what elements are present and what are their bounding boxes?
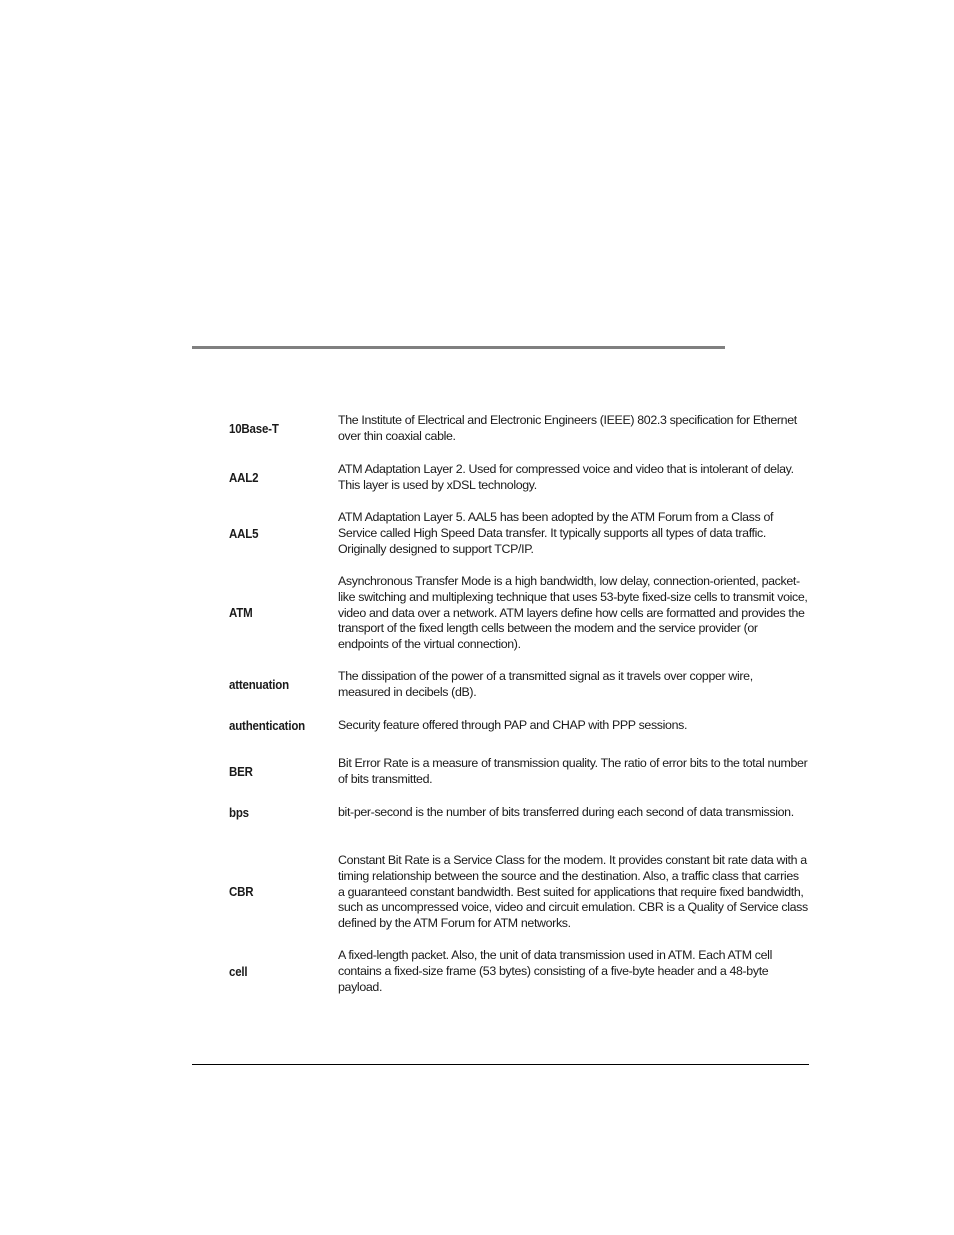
glossary-term: CBR xyxy=(229,885,254,900)
header-rule xyxy=(192,346,725,349)
glossary-entry-aal2 xyxy=(229,462,809,494)
glossary-definition: Asynchronous Transfer Mode is a high bandwidth, low delay, connection-oriented, packet-like switching and multiplexing technique that uses 53-byte fixed-size cells to transmit voice, video and data over a network. ATM layers define how cells are formatted and provides the transport of the fixed length cells between the modem and the service provider (or endpoints of the virtual connection). xyxy=(338,574,808,652)
glossary-definition: ATM Adaptation Layer 2. Used for compressed voice and video that is intolerant of delay. This layer is used by xDSL technology. xyxy=(338,462,794,492)
glossary-definition: A fixed-length packet. Also, the unit of data transmission used in ATM. Each ATM cell contains a fixed-size frame (53 bytes) consisting of a five-byte header and a 48-byte payload. xyxy=(338,948,772,994)
glossary-term: AAL2 xyxy=(229,470,259,485)
glossary-definition: Security feature offered through PAP and CHAP with PPP sessions. xyxy=(338,718,688,732)
glossary-term: cell xyxy=(229,964,248,979)
glossary-definition: The dissipation of the power of a transmitted signal as it travels over copper wire, measured in decibels (dB). xyxy=(338,669,753,699)
glossary-term: ATM xyxy=(229,606,253,621)
glossary-entry-bps xyxy=(229,805,809,821)
glossary-term: BER xyxy=(229,764,253,779)
glossary-entry-aal5 xyxy=(229,510,809,557)
glossary-entry-10base-t xyxy=(229,413,809,445)
glossary-entry-cbr xyxy=(229,853,809,932)
glossary-definition: Constant Bit Rate is a Service Class for the modem. It provides constant bit rate data with a timing relationship between the source and the destination. Also, a traffic class that carries a guaranteed constant bandwidth. Best suited for applications that require fixed bandwidth, such as uncompressed voice, video and circuit emulation. CBR is a Quality of Service class defined by the ATM Forum for ATM networks. xyxy=(338,853,808,931)
glossary-entry-attenuation xyxy=(229,669,809,701)
glossary-entry-cell xyxy=(229,948,809,995)
glossary-entry-atm xyxy=(229,574,809,653)
glossary-definition: The Institute of Electrical and Electronic Engineers (IEEE) 802.3 specification for Ethernet over thin coaxial cable. xyxy=(338,413,797,443)
glossary-entry-authentication xyxy=(229,718,809,734)
glossary-term: authentication xyxy=(229,718,306,733)
glossary-term: bps xyxy=(229,805,249,820)
glossary-definition: ATM Adaptation Layer 5. AAL5 has been adopted by the ATM Forum from a Class of Service called High Speed Data transfer. It typically supports all types of data traffic. Originally designed to support TCP/IP. xyxy=(338,510,774,556)
glossary-definition: Bit Error Rate is a measure of transmission quality. The ratio of error bits to the total number of bits transmitted. xyxy=(338,756,808,786)
glossary-entry-ber xyxy=(229,756,809,788)
glossary-term: attenuation xyxy=(229,677,289,692)
footer-rule xyxy=(192,1064,809,1065)
glossary-term: AAL5 xyxy=(229,526,259,541)
glossary-term: 10Base-T xyxy=(229,421,279,436)
glossary-definition: bit-per-second is the number of bits transferred during each second of data transmission. xyxy=(338,805,794,819)
